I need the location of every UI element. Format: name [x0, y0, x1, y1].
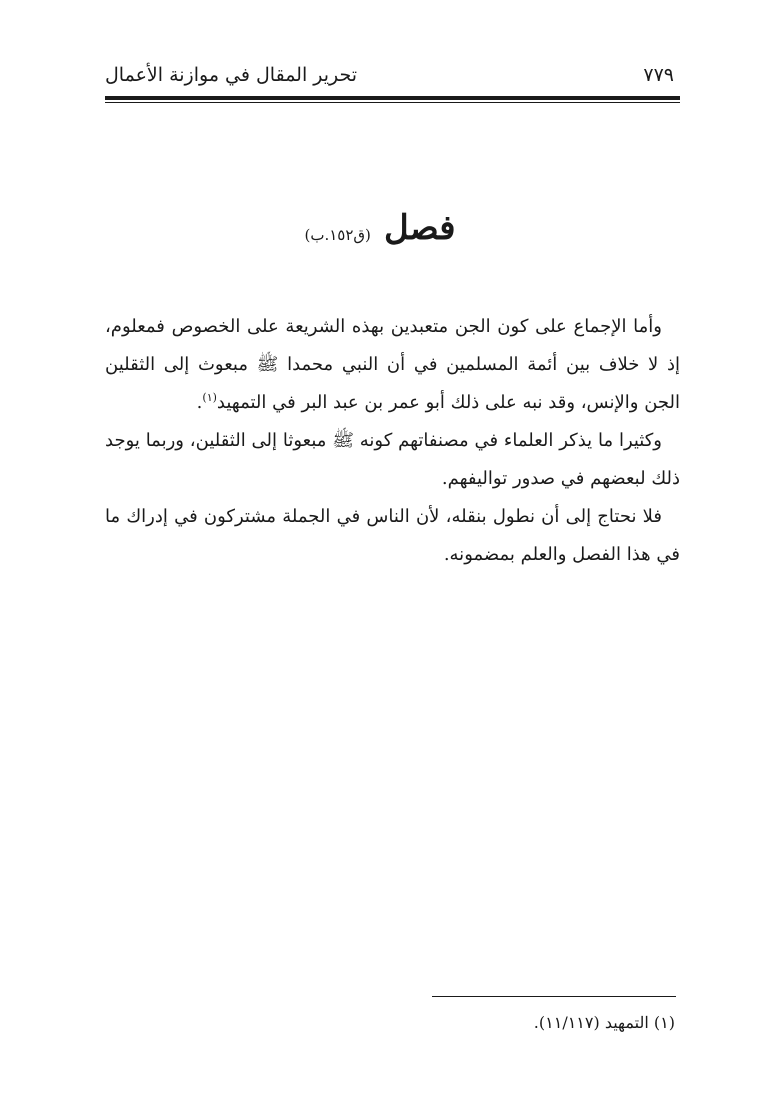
paragraph: فلا نحتاج إلى أن نطول بنقله، لأن الناس في الجملة مشتركون في إدراك ما في هذا الفصل والعلم بمضمونه. — [105, 506, 680, 565]
footnote-text: التمهيد (١١/١١٧). — [533, 1013, 649, 1032]
footnote-number: (١) — [653, 1013, 675, 1032]
header-rule-thin — [105, 102, 680, 103]
paragraph-text: وأما الإجماع على كون الجن متعبدين بهذه الشريعة على الخصوص فمعلوم، إذ لا خلاف بين أئمة المسلمين في أن النبي محمدا ﷺ مبعوث إلى الثقلين الجن والإنس، وقد نبه على ذلك أبو عمر بن عبد البر في التمهيد — [105, 316, 680, 413]
paragraph: وكثيرا ما يذكر العلماء في مصنفاتهم كونه ﷺ مبعوثا إلى الثقلين، وربما يوجد ذلك لبعضهم في صدور تواليفهم. — [105, 430, 680, 489]
section-title: فصل — [384, 208, 456, 248]
manuscript-reference: (ق١٥٢.ب) — [304, 225, 371, 244]
paragraph — [105, 308, 680, 422]
footnote-separator — [432, 996, 676, 997]
book-title: تحرير المقال في موازنة الأعمال — [105, 64, 358, 86]
paragraph-end: . — [196, 392, 203, 413]
footnote — [405, 1013, 675, 1032]
main-text — [105, 308, 680, 574]
section-heading — [250, 208, 510, 264]
footnote-marker[interactable]: (١) — [202, 391, 217, 404]
running-header — [105, 62, 680, 94]
page-number: ٧٧٩ — [643, 64, 674, 86]
header-rule-thick — [105, 96, 680, 100]
